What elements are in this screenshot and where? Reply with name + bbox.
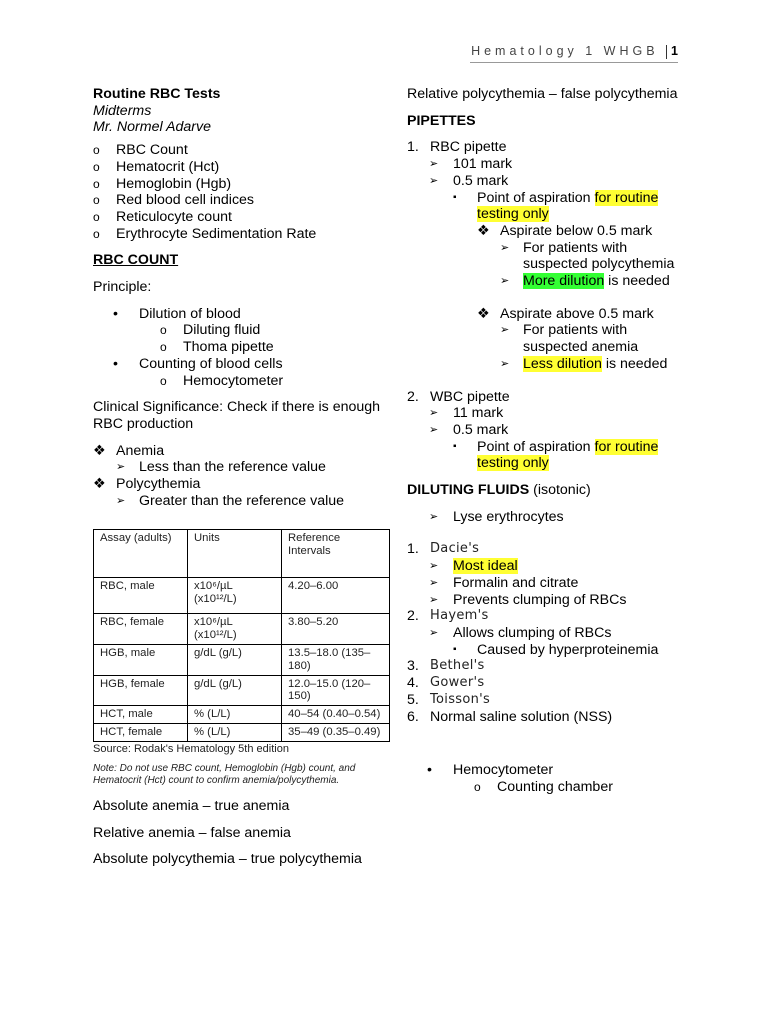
list-item: 2. Hayem's [407, 608, 489, 625]
table-source: Source: Rodak's Hematology 5th edition [93, 742, 289, 755]
diluting-fluid-list [407, 541, 687, 725]
list-item: 1. RBC pipette [407, 139, 507, 156]
list-item: ❖ Anemia [93, 442, 165, 459]
pipettes-heading: PIPETTES [407, 112, 476, 129]
list-item: ❖ Polycythemia [93, 476, 201, 493]
list-item: 2. WBC pipette [407, 388, 510, 405]
absolute-anemia: Absolute anemia – true anemia [93, 797, 290, 814]
list-item: ▪ Point of aspiration for routine testing only [453, 189, 659, 223]
list-item: ➢ Greater than the reference value [116, 492, 345, 509]
relative-anemia: Relative anemia – false anemia [93, 824, 291, 841]
highlight-most-ideal: Most ideal [453, 558, 518, 575]
list-item: ➢ Formalin and citrate [429, 574, 579, 591]
test-list [93, 142, 383, 242]
list-item: ➢ Lyse erythrocytes [429, 508, 564, 525]
list-item: o Diluting fluid [160, 322, 261, 339]
list-item: 3. Bethel's [407, 658, 485, 675]
list-item: ➢ 0.5 mark [429, 421, 509, 438]
list-item: ➢ More dilution is needed [500, 273, 670, 290]
table-header-row: Assay (adults) Units Reference Intervals [94, 530, 390, 578]
list-item: 5. Toisson's [407, 691, 491, 708]
list-item: ➢ Less dilution is needed [500, 355, 668, 372]
list-item: ➢ 101 mark [429, 156, 513, 173]
highlight-less-dilution: Less dilution [523, 355, 602, 372]
list-item: • Hemocytometer [427, 762, 554, 779]
list-item: • Counting of blood cells [113, 355, 283, 372]
highlight-routine: for routine testing only [477, 438, 659, 472]
list-item: 6. Normal saline solution (NSS) [407, 708, 613, 725]
reference-table [93, 529, 390, 741]
relative-polycythemia: Relative polycythemia – false polycythemia [407, 86, 678, 102]
table-row: HCT, male % (L/L) 40–54 (0.40–0.54) [94, 706, 390, 724]
list-item: ➢ Most ideal [429, 558, 518, 575]
table-note: Note: Do not use RBC count, Hemoglobin (Hgb) count, and Hematocrit (Hct) count to confirm anemia/polycythemia. [93, 762, 356, 787]
list-item: o Thoma pipette [160, 339, 274, 356]
list-item: 4. Gower's [407, 675, 485, 692]
list-item: ➢ Less than the reference value [116, 459, 326, 476]
list-item: o Erythrocyte Sedimentation Rate [93, 225, 317, 242]
highlight-more-dilution: More dilution [523, 273, 605, 290]
header-divider [666, 45, 667, 59]
absolute-polycythemia: Absolute polycythemia – true polycythemia [93, 851, 362, 868]
list-item: o Counting chamber [474, 778, 613, 795]
list-item: ❖ Aspirate above 0.5 mark [477, 305, 654, 322]
table-row: HGB, female g/dL (g/L) 12.0–15.0 (120–150) [94, 675, 390, 706]
list-item: ❖ Aspirate below 0.5 mark [477, 222, 653, 239]
list-item: o Hematocrit (Hct) [93, 158, 220, 175]
list-item: ➢ For patients with suspected polycythemia [500, 239, 675, 273]
list-item: ➢ Allows clumping of RBCs [429, 624, 612, 641]
table-row: RBC, male x10⁶/µL (x10¹²/L) 4.20–6.00 [94, 578, 390, 614]
list-item: ➢ Prevents clumping of RBCs [429, 591, 627, 608]
list-item: ▪ Point of aspiration for routine testing only [453, 438, 659, 472]
clinical-significance: Clinical Significance: Check if there is enough RBC production [93, 399, 381, 432]
page-number: 1 [671, 44, 678, 58]
table-row: HCT, female % (L/L) 35–49 (0.35–0.49) [94, 724, 390, 742]
principle-label: Principle: [93, 279, 152, 296]
left-column [93, 86, 383, 868]
doc-author: Mr. Normel Adarve [93, 119, 211, 136]
list-item: ▪ Caused by hyperproteinemia [453, 641, 659, 658]
list-item: o Red blood cell indices [93, 192, 255, 209]
list-item: ➢ 11 mark [429, 405, 504, 422]
principle-list [93, 306, 383, 390]
page-header [471, 44, 678, 59]
table-row: RBC, female x10⁶/µL (x10¹²/L) 3.80–5.20 [94, 614, 390, 645]
right-column [407, 86, 687, 796]
header-rule [470, 62, 678, 63]
header-title: Hematology 1 WHGB [471, 44, 659, 58]
table-row: HGB, male g/dL (g/L) 13.5–18.0 (135–180) [94, 645, 390, 676]
doc-subtitle: Midterms [93, 102, 152, 119]
list-item: ➢ For patients with suspected anemia [500, 322, 639, 356]
list-item: o Reticulocyte count [93, 208, 232, 225]
diluting-fluids-heading: DILUTING FLUIDS (isotonic) [407, 482, 591, 499]
list-item: • Dilution of blood [113, 305, 241, 322]
rbc-count-heading: RBC COUNT [93, 252, 179, 269]
list-item: o RBC Count [93, 142, 188, 159]
highlight-routine: for routine testing only [477, 189, 659, 223]
doc-title: Routine RBC Tests [93, 86, 221, 102]
list-item: o Hemoglobin (Hgb) [93, 175, 232, 192]
pipette-list [407, 139, 687, 472]
list-item: o Hemocytometer [160, 372, 284, 389]
significance-list [93, 443, 383, 510]
list-item: ➢ 0.5 mark [429, 172, 509, 189]
list-item: 1. Dacie's [407, 541, 480, 558]
hemocytometer-list [407, 762, 687, 795]
